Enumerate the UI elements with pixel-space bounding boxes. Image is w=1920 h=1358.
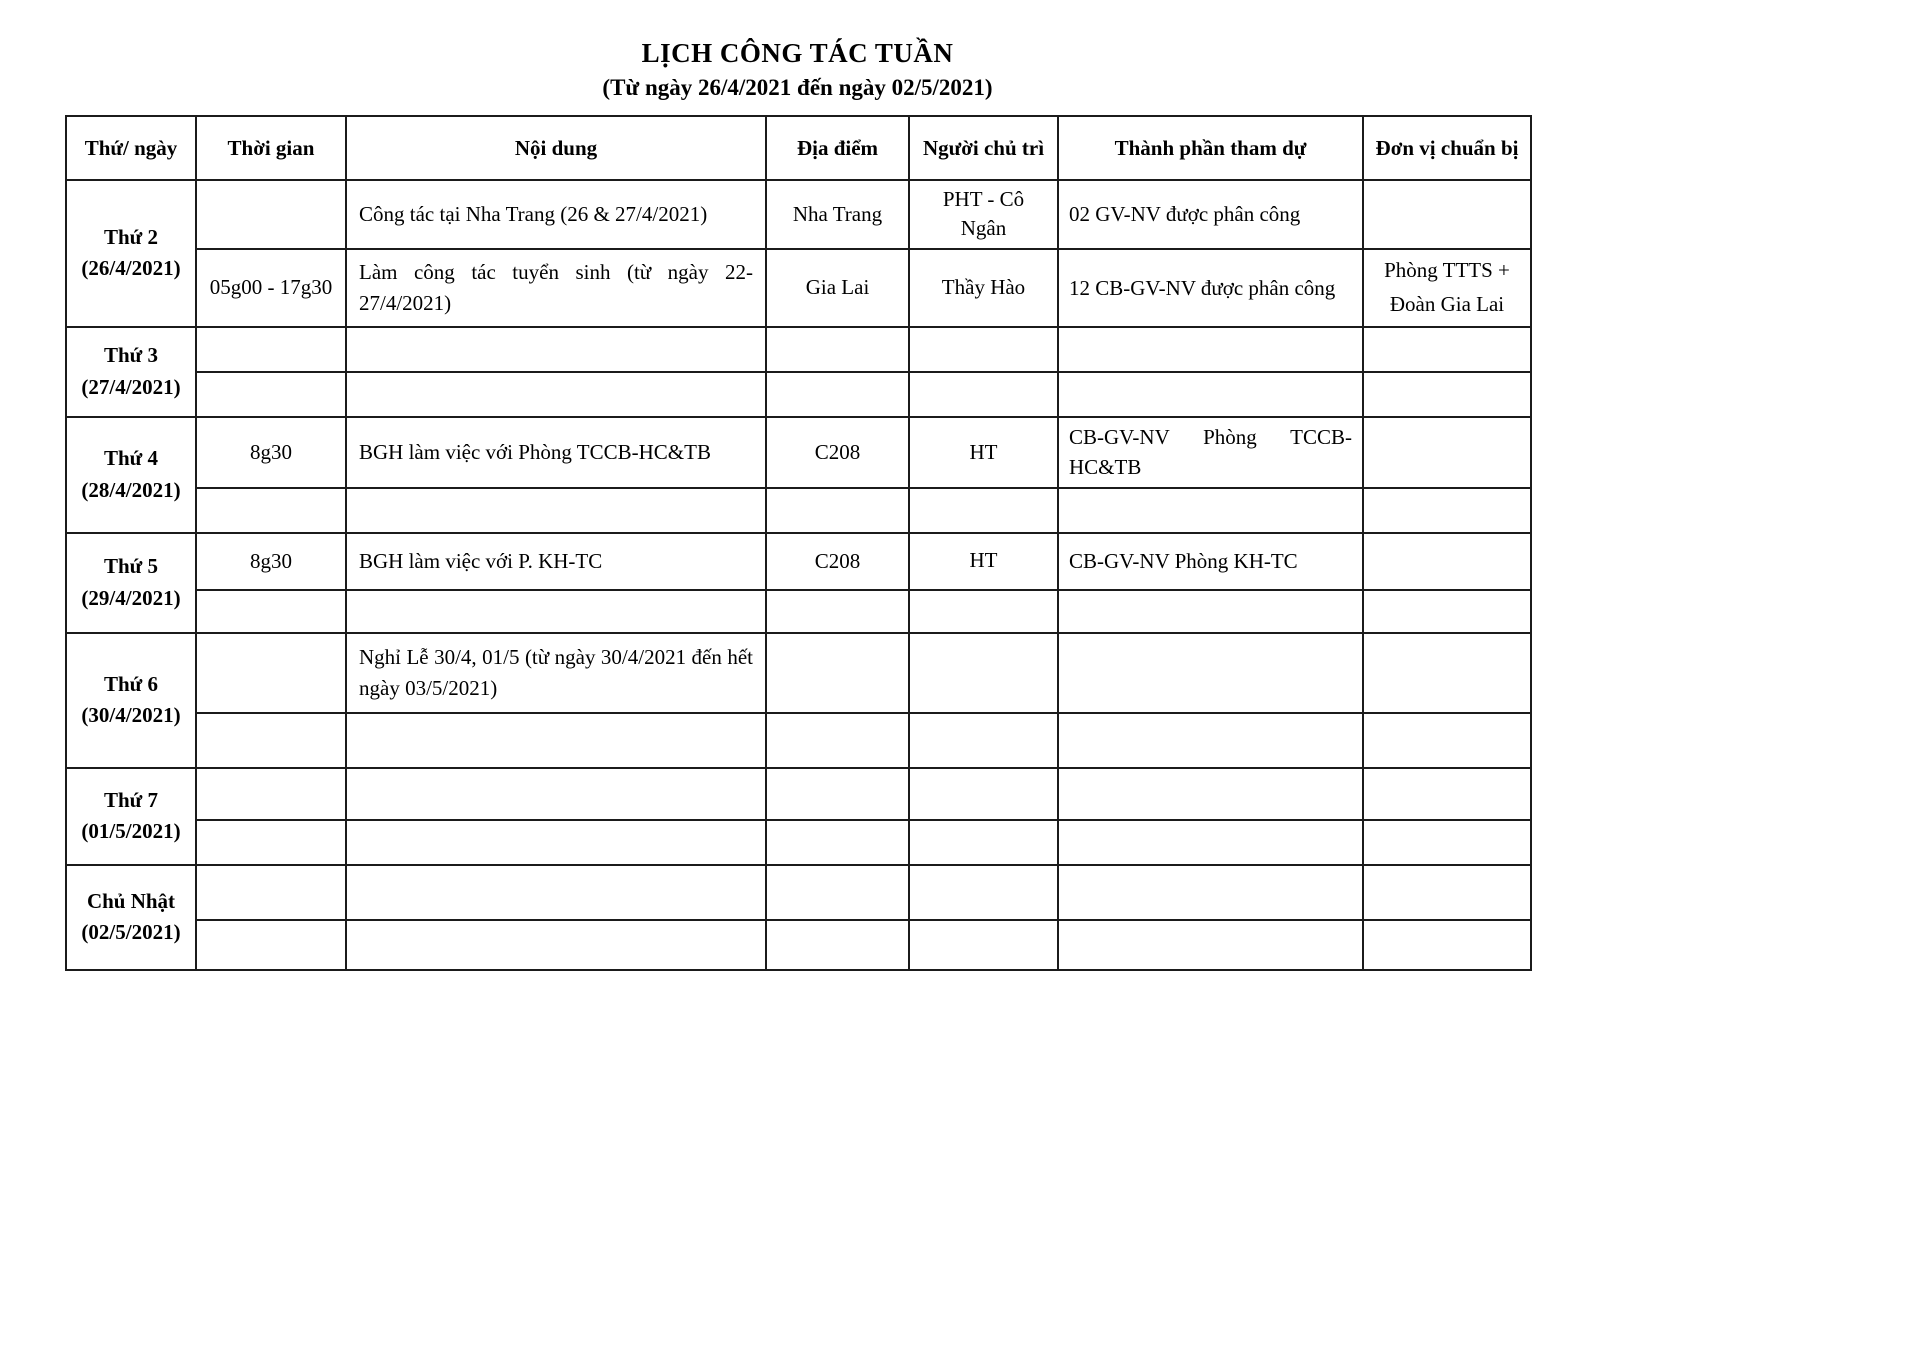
prep-unit-cell [1363,865,1531,920]
time-cell [196,327,346,372]
participants-cell [1058,488,1363,533]
content-cell [346,768,766,820]
location-cell: C208 [766,417,909,488]
time-cell: 05g00 - 17g30 [196,249,346,327]
participants-cell [1058,372,1363,417]
content-cell: BGH làm việc với P. KH-TC [346,533,766,590]
day-cell-sunday [66,865,196,970]
location-cell [766,865,909,920]
location-cell [766,713,909,768]
table-row [66,865,1531,920]
time-cell: 8g30 [196,533,346,590]
prep-unit-cell [1363,768,1531,820]
prep-unit-cell [1363,488,1531,533]
content-cell [346,713,766,768]
day-date: (30/4/2021) [81,703,181,728]
table-row [66,372,1531,417]
table-row [66,820,1531,865]
table-row [66,713,1531,768]
day-label: Chủ Nhật [86,888,176,913]
chair-cell [909,488,1058,533]
day-date: (29/4/2021) [81,585,181,610]
chair-cell [909,865,1058,920]
location-cell [766,820,909,865]
chair-cell [909,713,1058,768]
header-row [66,116,1531,180]
content-cell [346,372,766,417]
prep-unit-cell [1363,417,1531,488]
prep-unit-cell [1363,713,1531,768]
participants-cell [1058,327,1363,372]
day-date: (28/4/2021) [81,477,181,502]
location-cell [766,768,909,820]
page-subtitle: (Từ ngày 26/4/2021 đến ngày 02/5/2021) [602,75,993,100]
chair-cell [909,820,1058,865]
prep-unit-cell [1363,920,1531,970]
day-cell-saturday [66,768,196,865]
content-cell: Công tác tại Nha Trang (26 & 27/4/2021) [346,180,766,249]
chair-cell [909,372,1058,417]
chair-cell: HT [909,417,1058,488]
location-cell [766,327,909,372]
table-row [66,327,1531,372]
day-label: Thứ 3 [103,343,159,368]
chair-cell [909,920,1058,970]
time-cell [196,372,346,417]
content-cell [346,488,766,533]
header-prep-unit: Đơn vị chuẩn bị [1363,116,1531,180]
content-cell: BGH làm việc với Phòng TCCB-HC&TB [346,417,766,488]
header-day: Thứ/ ngày [66,116,196,180]
page-title: LỊCH CÔNG TÁC TUẦN [641,38,954,68]
participants-cell [1058,865,1363,920]
time-cell [196,820,346,865]
chair-cell: HT [909,533,1058,590]
prep-unit-cell [1363,633,1531,713]
time-cell [196,865,346,920]
time-cell: 8g30 [196,417,346,488]
table-row [66,768,1531,820]
header-participants: Thành phần tham dự [1058,116,1363,180]
day-label: Thứ 2 [103,224,159,249]
day-label: Thứ 7 [103,787,159,812]
location-cell [766,633,909,713]
weekly-schedule-document [65,38,1530,971]
day-date: (27/4/2021) [81,374,181,399]
location-cell [766,372,909,417]
table-row [66,417,1531,488]
table-row [66,488,1531,533]
prep-unit-cell [1363,590,1531,633]
participants-cell: 12 CB-GV-NV được phân công [1058,249,1363,327]
content-cell [346,920,766,970]
chair-cell: PHT - Cô Ngân [909,180,1058,249]
schedule-table [65,115,1532,971]
day-label: Thứ 6 [103,671,159,696]
participants-cell [1058,768,1363,820]
participants-cell [1058,713,1363,768]
chair-cell: Thầy Hào [909,249,1058,327]
table-row [66,920,1531,970]
chair-cell [909,590,1058,633]
prep-unit-cell [1363,180,1531,249]
day-date: (01/5/2021) [81,819,181,844]
time-cell [196,920,346,970]
time-cell [196,713,346,768]
day-cell-thursday [66,533,196,633]
content-cell [346,590,766,633]
day-cell-friday [66,633,196,768]
prep-unit-cell: Phòng TTTS + Đoàn Gia Lai [1363,249,1531,327]
table-row [66,180,1531,249]
time-cell [196,768,346,820]
participants-cell: CB-GV-NV Phòng KH-TC [1058,533,1363,590]
location-cell [766,590,909,633]
content-cell: Làm công tác tuyển sinh (từ ngày 22-27/4/2021) [346,249,766,327]
day-cell-tuesday [66,327,196,417]
participants-cell [1058,590,1363,633]
time-cell [196,590,346,633]
content-cell [346,327,766,372]
prep-unit-cell [1363,820,1531,865]
header-time: Thời gian [196,116,346,180]
time-cell [196,633,346,713]
header-location: Địa điểm [766,116,909,180]
day-date: (02/5/2021) [81,920,181,945]
location-cell [766,488,909,533]
day-date: (26/4/2021) [81,256,181,281]
time-cell [196,180,346,249]
day-cell-monday [66,180,196,327]
chair-cell [909,768,1058,820]
participants-cell: 02 GV-NV được phân công [1058,180,1363,249]
prep-unit-cell [1363,533,1531,590]
participants-cell: CB-GV-NV Phòng TCCB-HC&TB [1058,417,1363,488]
header-content: Nội dung [346,116,766,180]
prep-unit-cell [1363,372,1531,417]
participants-cell [1058,920,1363,970]
location-cell [766,920,909,970]
day-label: Thứ 4 [103,446,159,471]
content-cell: Nghỉ Lễ 30/4, 01/5 (từ ngày 30/4/2021 đến hết ngày 03/5/2021) [346,633,766,713]
chair-cell [909,327,1058,372]
table-row [66,633,1531,713]
day-label: Thứ 5 [103,554,159,579]
header-chair: Người chủ trì [909,116,1058,180]
location-cell: Nha Trang [766,180,909,249]
prep-unit-cell [1363,327,1531,372]
day-cell-wednesday [66,417,196,533]
table-row [66,249,1531,327]
table-row [66,590,1531,633]
participants-cell [1058,820,1363,865]
content-cell [346,865,766,920]
participants-cell [1058,633,1363,713]
table-row [66,533,1531,590]
content-cell [346,820,766,865]
time-cell [196,488,346,533]
chair-cell [909,633,1058,713]
location-cell: Gia Lai [766,249,909,327]
location-cell: C208 [766,533,909,590]
